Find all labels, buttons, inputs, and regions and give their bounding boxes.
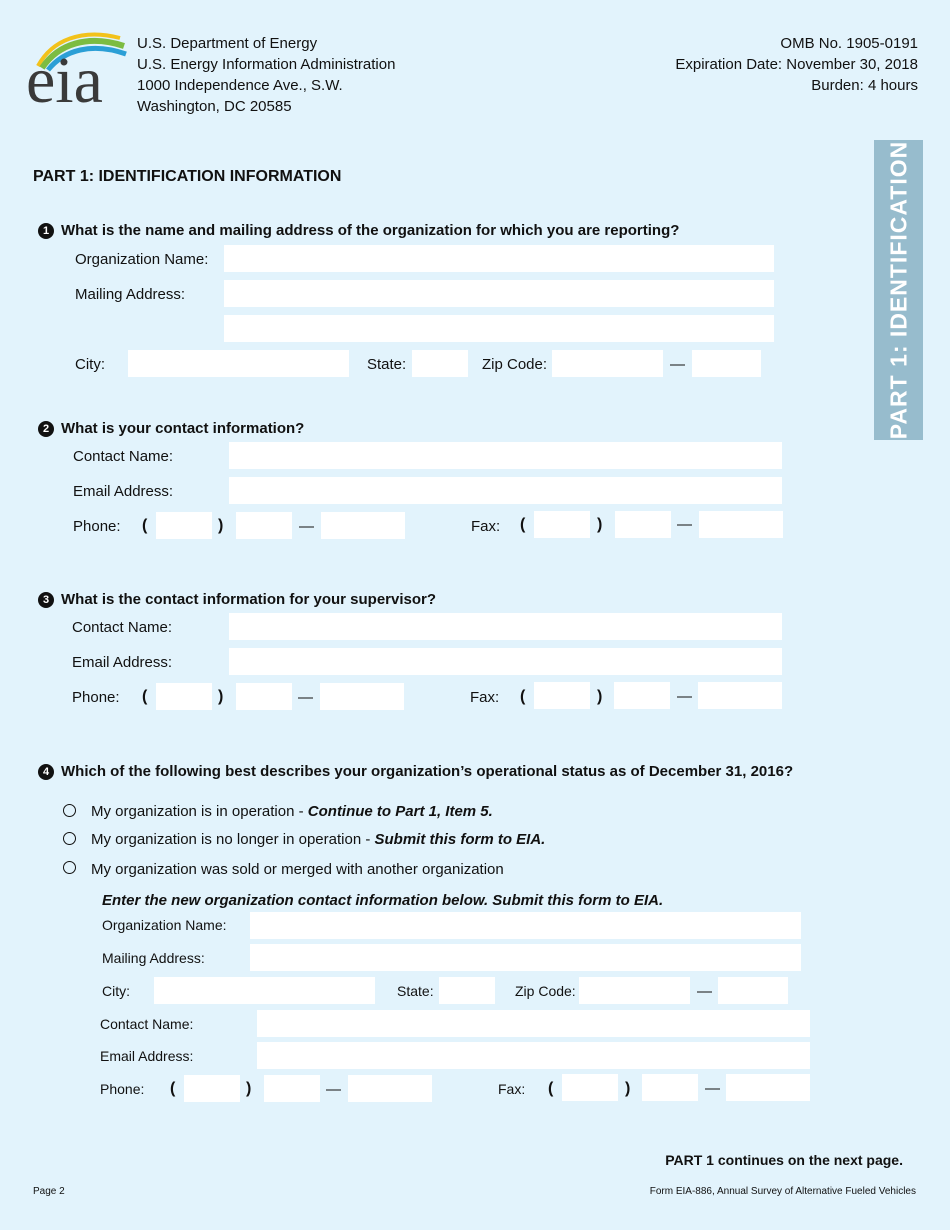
open-paren: ( <box>170 1080 176 1097</box>
question-4 <box>38 763 793 781</box>
question-number: 4 <box>38 764 54 780</box>
eia-logo <box>24 26 128 118</box>
new-org-phone-line-input[interactable] <box>348 1075 432 1102</box>
agency-line: U.S. Energy Information Administration <box>137 56 396 73</box>
org-name-label: Organization Name: <box>75 251 209 268</box>
open-paren: ( <box>520 688 526 705</box>
state-input[interactable] <box>412 350 468 377</box>
fax-dash: — <box>705 1080 720 1097</box>
logo-wordmark: eia <box>26 44 103 117</box>
new-org-email-input[interactable] <box>257 1042 810 1069</box>
question-3 <box>38 591 436 609</box>
city-label: City: <box>75 356 105 373</box>
open-paren: ( <box>548 1080 554 1097</box>
close-paren: ) <box>218 517 224 534</box>
question-text: What is the name and mailing address of the organization for which you are reporting? <box>61 222 680 239</box>
status-in-operation-option <box>91 803 493 821</box>
new-org-phone-area-code-input[interactable] <box>184 1075 240 1102</box>
omb-number: OMB No. 1905-0191 <box>780 35 918 52</box>
fax-dash: — <box>677 688 692 705</box>
burden: Burden: 4 hours <box>811 77 918 94</box>
question-text: What is the contact information for your supervisor? <box>61 591 437 608</box>
agency-line: Washington, DC 20585 <box>137 98 292 115</box>
close-paren: ) <box>597 516 603 533</box>
new-org-fax-prefix-input[interactable] <box>642 1074 698 1101</box>
phone-dash: — <box>298 689 313 706</box>
open-paren: ( <box>142 517 148 534</box>
zip-dash: — <box>670 356 685 373</box>
question-2 <box>38 420 304 438</box>
side-tab-label: PART 1: IDENTIFICATION <box>885 140 911 440</box>
status-no-longer-operating-radio[interactable] <box>63 832 76 845</box>
open-paren: ( <box>142 688 148 705</box>
mailing-address-line2-input[interactable] <box>224 315 774 342</box>
supervisor-phone-label: Phone: <box>72 689 120 706</box>
fax-prefix-input[interactable] <box>615 511 671 538</box>
contact-name-label: Contact Name: <box>73 448 174 465</box>
form-name: Form EIA-886, Annual Survey of Alternative Fueled Vehicles <box>649 1186 916 1197</box>
email-label: Email Address: <box>73 483 174 500</box>
supervisor-email-input[interactable] <box>229 648 782 675</box>
zip-ext-input[interactable] <box>692 350 761 377</box>
part-title: PART 1: IDENTIFICATION INFORMATION <box>33 168 342 185</box>
new-org-email-label: Email Address: <box>100 1048 194 1064</box>
close-paren: ) <box>625 1080 631 1097</box>
state-label: State: <box>367 356 407 373</box>
expiration-date: Expiration Date: November 30, 2018 <box>675 56 918 73</box>
fax-area-code-input[interactable] <box>534 511 590 538</box>
new-org-fax-label: Fax: <box>498 1081 526 1097</box>
question-text: Which of the following best describes your organization’s operational status as of December 31, 2016? <box>61 763 794 780</box>
agency-line: 1000 Independence Ave., S.W. <box>137 77 343 94</box>
phone-line-input[interactable] <box>321 512 405 539</box>
new-org-state-input[interactable] <box>439 977 495 1004</box>
agency-address <box>137 33 395 117</box>
supervisor-fax-prefix-input[interactable] <box>614 682 670 709</box>
supervisor-phone-prefix-input[interactable] <box>236 683 292 710</box>
new-org-city-label: City: <box>102 983 130 999</box>
new-org-mailing-label: Mailing Address: <box>102 950 205 966</box>
mailing-address-line1-input[interactable] <box>224 280 774 307</box>
fax-line-input[interactable] <box>699 511 783 538</box>
supervisor-contact-name-label: Contact Name: <box>72 619 173 636</box>
city-input[interactable] <box>128 350 349 377</box>
phone-dash: — <box>299 518 314 535</box>
option-action: Continue to Part 1, Item 5. <box>307 803 493 820</box>
new-org-phone-label: Phone: <box>100 1081 145 1097</box>
status-sold-merged-option <box>91 861 504 879</box>
supervisor-contact-name-input[interactable] <box>229 613 782 640</box>
new-org-fax-line-input[interactable] <box>726 1074 810 1101</box>
question-number: 1 <box>38 223 54 239</box>
phone-area-code-input[interactable] <box>156 512 212 539</box>
close-paren: ) <box>597 688 603 705</box>
new-org-phone-prefix-input[interactable] <box>264 1075 320 1102</box>
new-org-instruction: Enter the new organization contact information below. Submit this form to EIA. <box>102 892 664 909</box>
close-paren: ) <box>246 1080 252 1097</box>
supervisor-email-label: Email Address: <box>72 654 173 671</box>
email-input[interactable] <box>229 477 782 504</box>
page-number: Page 2 <box>33 1186 65 1197</box>
agency-line: U.S. Department of Energy <box>137 35 318 52</box>
zip-label: Zip Code: <box>482 356 548 373</box>
new-org-contact-input[interactable] <box>257 1010 810 1037</box>
new-org-contact-label: Contact Name: <box>100 1016 194 1032</box>
new-org-name-label: Organization Name: <box>102 917 227 933</box>
new-org-zip-input[interactable] <box>579 977 690 1004</box>
continues-note: PART 1 continues on the next page. <box>665 1152 903 1168</box>
supervisor-phone-area-code-input[interactable] <box>156 683 212 710</box>
new-org-fax-area-code-input[interactable] <box>562 1074 618 1101</box>
option-text: My organization is in operation - <box>91 803 308 820</box>
zip-dash: — <box>697 983 712 1000</box>
mailing-address-label: Mailing Address: <box>75 286 186 303</box>
open-paren: ( <box>520 516 526 533</box>
supervisor-fax-line-input[interactable] <box>698 682 782 709</box>
phone-prefix-input[interactable] <box>236 512 292 539</box>
close-paren: ) <box>218 688 224 705</box>
status-no-longer-operating-option <box>91 831 545 849</box>
new-org-name-input[interactable] <box>250 912 801 939</box>
omb-info <box>675 33 918 96</box>
fax-dash: — <box>677 516 692 533</box>
question-text: What is your contact information? <box>61 420 305 437</box>
status-sold-merged-radio[interactable] <box>63 861 76 874</box>
contact-name-input[interactable] <box>229 442 782 469</box>
option-text: My organization was sold or merged with another organization <box>91 861 504 878</box>
supervisor-fax-label: Fax: <box>470 689 500 706</box>
org-name-input[interactable] <box>224 245 774 272</box>
supervisor-phone-line-input[interactable] <box>320 683 404 710</box>
new-org-mailing-input[interactable] <box>250 944 801 971</box>
new-org-zip-label: Zip Code: <box>515 983 576 999</box>
question-number: 2 <box>38 421 54 437</box>
status-in-operation-radio[interactable] <box>63 804 76 817</box>
new-org-zip-ext-input[interactable] <box>718 977 788 1004</box>
question-number: 3 <box>38 592 54 608</box>
option-action: Submit this form to EIA. <box>374 831 546 848</box>
side-tab <box>874 140 923 440</box>
question-1 <box>38 222 679 240</box>
phone-dash: — <box>326 1081 341 1098</box>
option-text: My organization is no longer in operation - <box>91 831 375 848</box>
fax-label: Fax: <box>471 518 501 535</box>
supervisor-fax-area-code-input[interactable] <box>534 682 590 709</box>
new-org-city-input[interactable] <box>154 977 375 1004</box>
phone-label: Phone: <box>73 518 121 535</box>
new-org-state-label: State: <box>397 983 434 999</box>
zip-input[interactable] <box>552 350 663 377</box>
